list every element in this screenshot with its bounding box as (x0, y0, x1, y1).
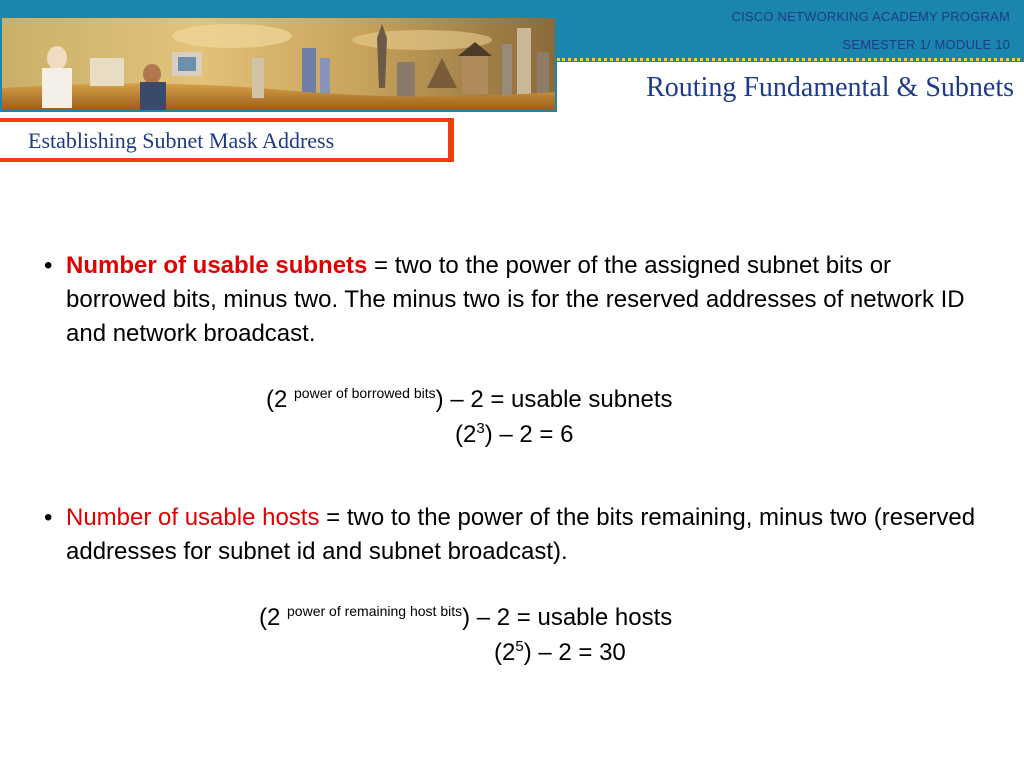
formula-hosts-example: $(2^5) - 2 = 30$ (494, 638, 626, 666)
slide-heading: Establishing Subnet Mask Address (28, 128, 335, 153)
hosts-definition: two to the power of the bits remaining, minus two (reserved addresses for subnet id and subnet broadcast). (66, 504, 976, 565)
program-name: CISCO NETWORKING ACADEMY PROGRAM (731, 9, 1010, 24)
bullet-dot-icon: • (44, 504, 53, 531)
slide-heading-tab (0, 118, 454, 162)
dotted-divider (557, 58, 1020, 61)
exponent-label: power of borrowed bits (294, 385, 436, 401)
equals-sign: = (367, 252, 395, 279)
equals-sign: = (319, 504, 347, 531)
subnets-definition: two to the power of the assigned subnet bits or borrowed bits, minus two. The minus two is for the reserved addresses of network ID and network broadcast. (66, 252, 965, 347)
title-bar (557, 62, 1024, 112)
formula-hosts-general: (2 $^{power of remaining host bits}$) – 2 = usable hosts (259, 603, 673, 631)
module-label: SEMESTER 1/ MODULE 10 (842, 37, 1010, 52)
term-usable-subnets: Number of usable subnets (66, 252, 368, 279)
presentation-title: Routing Fundamental & Subnets (646, 72, 1014, 103)
exponent-label: power of remaining host bits (287, 603, 463, 619)
banner-illustration (2, 18, 555, 110)
term-usable-hosts: Number of usable hosts (66, 504, 320, 531)
bullet-hosts (44, 501, 984, 569)
formula-subnets-general: (2 $^{power of borrowed bits}$) – 2 = usable subnets (266, 385, 673, 413)
header-banner-illustration (2, 18, 555, 110)
bullet-subnets (44, 249, 984, 351)
exponent-value: 3 (476, 420, 485, 437)
formula-subnets-example: $(2^3) - 2 = 6$ (455, 420, 574, 448)
exponent-value: 5 (515, 638, 524, 655)
bullet-dot-icon: • (44, 252, 53, 279)
